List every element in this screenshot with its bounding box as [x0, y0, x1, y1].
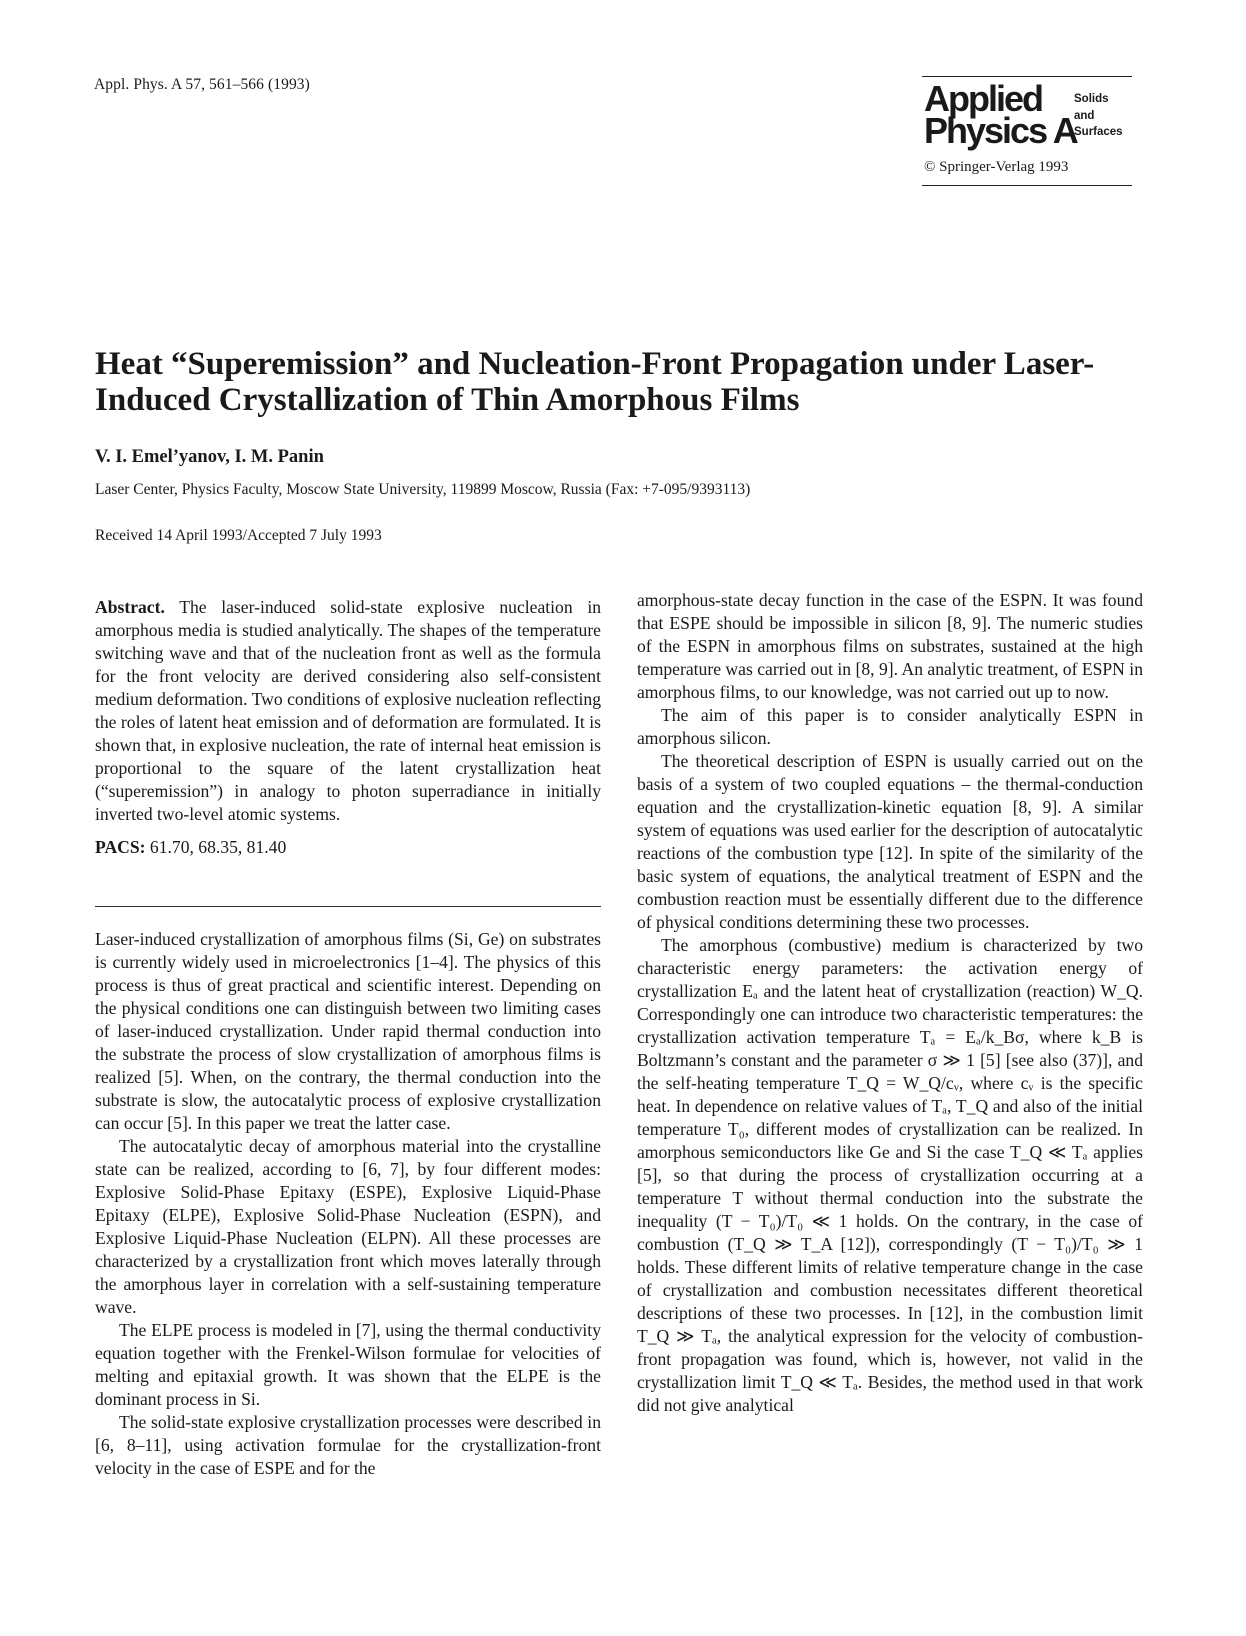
body-column-left	[95, 928, 601, 1480]
logo-sub-solids: Solids	[1074, 93, 1109, 105]
article-authors: V. I. Emel’yanov, I. M. Panin	[95, 447, 324, 467]
pacs	[95, 836, 601, 859]
logo-word-applied: Applied	[924, 78, 1042, 119]
abstract	[95, 596, 601, 826]
paragraph: The amorphous (combustive) medium is characterized by two characteristic energy parameters: the activation energy of crystallization Eₐ and the latent heat of crystallization (reaction) W_Q. Correspondingly one can introduce two characteristic temperatures: the crystallization activation temperature Tₐ = Eₐ/k_Bσ, where k_B is Boltzmann’s constant and the parameter σ ≫ 1 [5] [see also (37)], and the self-heating temperature T_Q = W_Q/cᵥ, where cᵥ is the specific heat. In dependence on relative values of Tₐ, T_Q and also of the initial temperature T₀, different modes of crystallization can be realized. In amorphous semiconductors like Ge and Si the case T_Q ≪ Tₐ applies [5], so that during the process of crystallization occurring at a temperature T without thermal conduction into the substrate the inequality (T − T₀)/T₀ ≪ 1 holds. On the contrary, in the case of combustion (T_Q ≫ T_A [12]), correspondingly (T − T₀)/T₀ ≫ 1 holds. These different limits of relative temperature change in the case of crystallization and combustion necessitates different theoretical descriptions of these two processes. In [12], in the combustion limit T_Q ≫ Tₐ, the analytical expression for the velocity of combustion-front propagation was found, which is, however, not valid in the crystallization limit T_Q ≪ Tₐ. Besides, the method used in that work did not give analytical	[637, 935, 1143, 1415]
article-title: Heat “Superemission” and Nucleation-Front Propagation under Laser-Induced Crystallization of Thin Amorphous Films	[95, 346, 1095, 418]
paragraph: The aim of this paper is to consider analytically ESPN in amorphous silicon.	[637, 705, 1143, 748]
paragraph: The solid-state explosive crystallization processes were described in [6, 8–11], using activation formulae for the crystallization-front velocity in the case of ESPE and for the	[95, 1412, 601, 1478]
body-column-right	[637, 589, 1143, 1417]
masthead-rule-bottom	[922, 185, 1132, 186]
paragraph: Laser-induced crystallization of amorphous films (Si, Ge) on substrates is currently widely used in microelectronics [1–4]. The physics of this process is thus of great practical and scientific interest. Depending on the physical conditions one can distinguish between two limiting cases of laser-induced crystallization. Under rapid thermal conduction into the substrate the process of slow crystallization of amorphous films is realized [5]. When, on the contrary, the thermal conduction into the substrate is slow, the autocatalytic process of explosive crystallization can occur [5]. In this paper we treat the latter case.	[95, 929, 601, 1133]
paragraph: The autocatalytic decay of amorphous material into the crystalline state can be realized, according to [6, 7], by four different modes: Explosive Solid-Phase Epitaxy (ESPE), Explosive Liquid-Phase Epitaxy (ELPE), Explosive Solid-Phase Nucleation (ESPN), and Explosive Liquid-Phase Nucleation (ELPN). All these processes are characterized by a crystallization front which moves laterally through the amorphous layer in correlation with a self-sustaining temperature wave.	[95, 1136, 601, 1317]
abstract-block	[95, 596, 601, 859]
article-received: Received 14 April 1993/Accepted 7 July 1993	[95, 527, 382, 544]
article-affiliation: Laser Center, Physics Faculty, Moscow State University, 119899 Moscow, Russia (Fax: +7-095/9393113)	[95, 481, 751, 498]
copyright: © Springer-Verlag 1993	[924, 159, 1069, 175]
paragraph: The theoretical description of ESPN is usually carried out on the basis of a system of two coupled equations – the thermal-conduction equation and the crystallization-kinetic equation [8, 9]. A similar system of equations was used earlier for the description of autocatalytic reactions of the combustion type [12]. In spite of the similarity of the basic system of equations, the analytical treatment of ESPN and the combustion reaction must be essentially different due to the difference of physical conditions determining these two processes.	[637, 751, 1143, 932]
logo-word-physics: Physics A	[924, 110, 1077, 151]
journal-citation: Appl. Phys. A 57, 561–566 (1993)	[94, 76, 310, 93]
logo-sub-surfaces: Surfaces	[1074, 126, 1123, 138]
abstract-divider	[95, 906, 601, 907]
pacs-label: PACS:	[95, 837, 146, 857]
paragraph: The ELPE process is modeled in [7], using the thermal conductivity equation together with the Frenkel-Wilson formulae for velocities of melting and epitaxial growth. It was shown that the ELPE is the dominant process in Si.	[95, 1320, 601, 1409]
abstract-text: The laser-induced solid-state explosive nucleation in amorphous media is studied analytically. The shapes of the temperature switching wave and that of the nucleation front as well as the formula for the front velocity are derived considering also self-consistent medium deformation. Two conditions of explosive nucleation reflecting the roles of latent heat emission and of deformation are formulated. It is shown that, in explosive nucleation, the rate of internal heat emission is proportional to the square of the latent crystallization heat (“superemission”) in analogy to photon superradiance in initially inverted two-level atomic systems.	[95, 597, 601, 824]
journal-logo	[922, 78, 1132, 151]
pacs-value: 61.70, 68.35, 81.40	[145, 837, 287, 857]
logo-sub-and: and	[1074, 110, 1095, 122]
masthead-rule-top	[922, 76, 1132, 77]
abstract-label: Abstract.	[95, 597, 165, 617]
journal-masthead	[922, 76, 1132, 186]
paragraph: amorphous-state decay function in the case of the ESPN. It was found that ESPE should be impossible in silicon [8, 9]. The numeric studies of the ESPN in amorphous films on substrates, sustained at the high temperature was carried out in [8, 9]. An analytic treatment, of ESPN in amorphous films, to our knowledge, was not carried out up to now.	[637, 590, 1143, 702]
